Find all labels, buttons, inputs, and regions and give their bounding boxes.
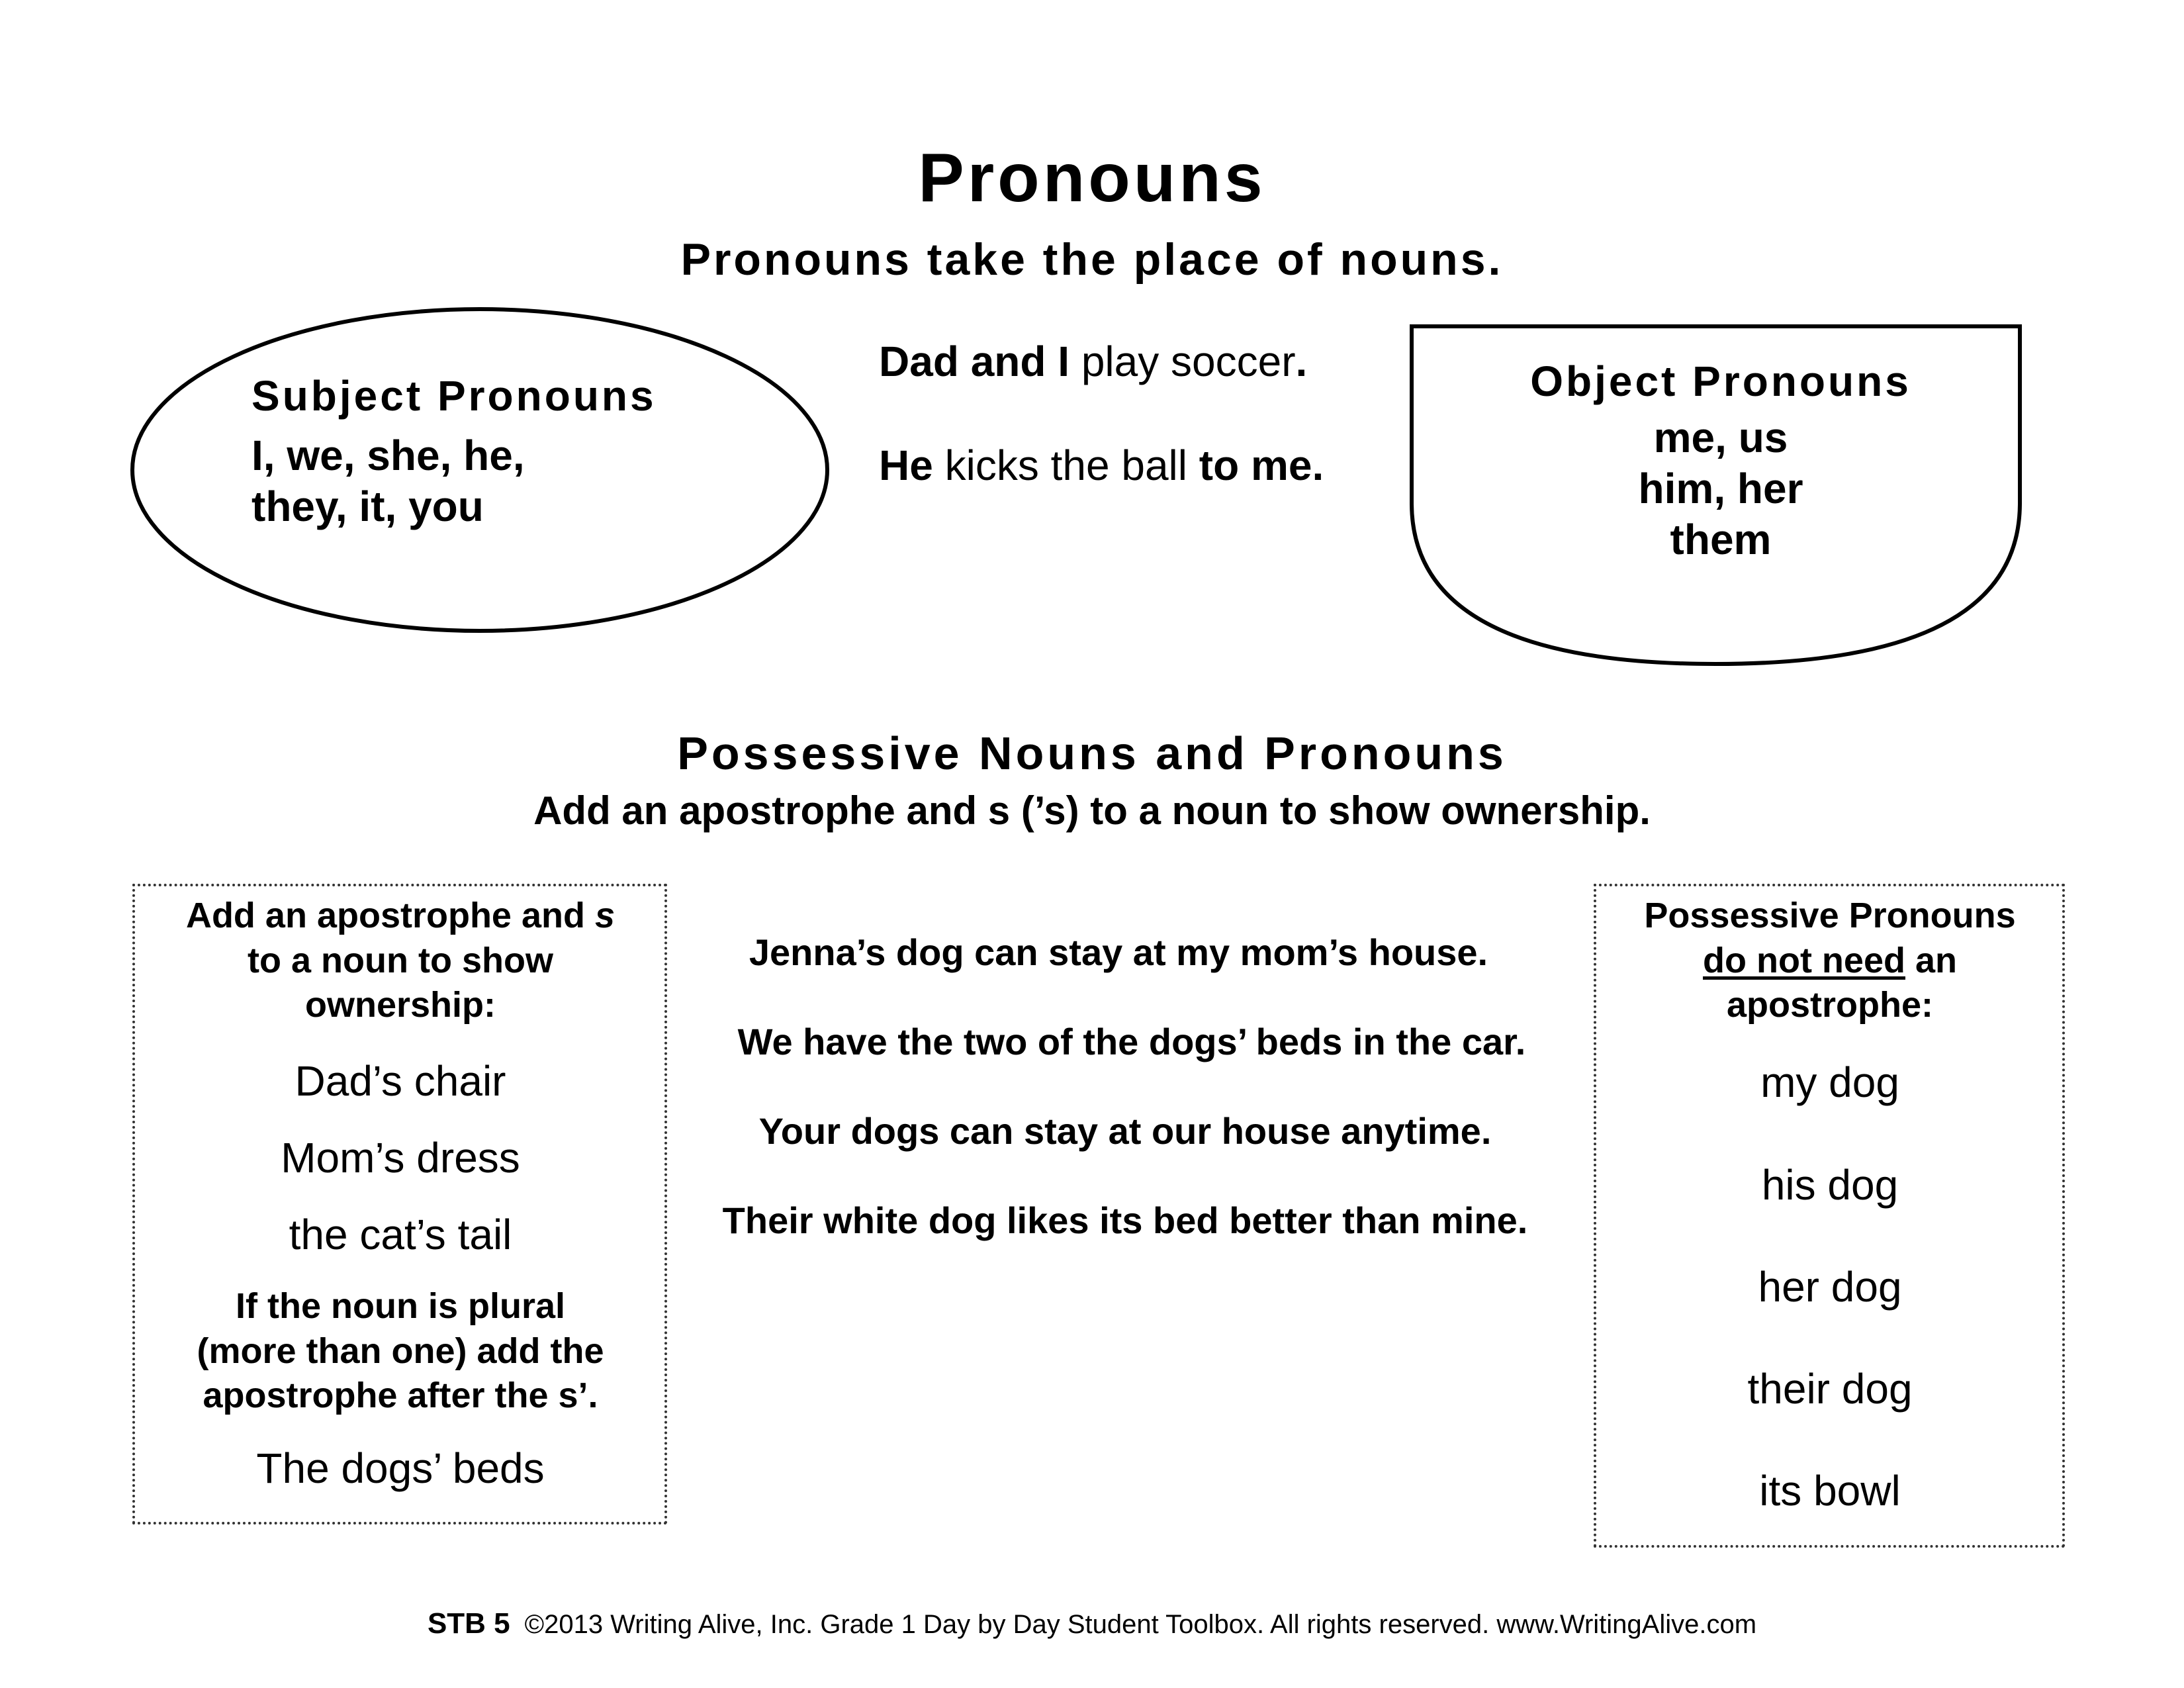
- plural-rule-line: apostrophe after the s’.: [203, 1376, 598, 1415]
- heading-text: Possessive Pronouns: [1644, 896, 2016, 935]
- possessive-noun-example: the cat’s tail: [289, 1211, 512, 1258]
- heading-text: to a noun to show: [248, 940, 553, 980]
- object-pronouns-line: him, her: [1638, 464, 1803, 512]
- object-pronouns-line: me, us: [1653, 414, 1788, 461]
- example-plain: kicks the ball: [933, 442, 1199, 489]
- page-subtitle: Pronouns take the place of nouns.: [680, 234, 1504, 285]
- possessive-heading: Possessive Nouns and Pronouns: [677, 727, 1507, 779]
- heading-text: ownership:: [304, 985, 496, 1025]
- object-pronouns-line: them: [1670, 515, 1772, 563]
- heading-text: apostrophe:: [1726, 985, 1933, 1025]
- middle-example-sentence: Their white dog likes its bed better than mine.: [722, 1199, 1528, 1241]
- possessive-pronoun-example: my dog: [1760, 1058, 1899, 1106]
- possessive-noun-example: The dogs’ beds: [256, 1444, 545, 1492]
- possessive-pronoun-example: their dog: [1747, 1365, 1913, 1413]
- plural-rule-line: If the noun is plural: [236, 1286, 565, 1326]
- footer-code: STB 5: [427, 1607, 510, 1640]
- object-pronouns-heading: Object Pronouns: [1530, 357, 1911, 405]
- heading-underlined: do not need: [1703, 940, 1905, 980]
- example-bold: He: [879, 442, 933, 489]
- heading-text: an: [1905, 940, 1957, 980]
- plural-rule-text: [139, 1284, 662, 1419]
- example-plain: play soccer: [1069, 338, 1296, 385]
- object-pronouns-list: [1416, 412, 2025, 565]
- possessive-pronoun-example: his dog: [1761, 1161, 1899, 1209]
- possessive-pronoun-example: its bowl: [1759, 1467, 1901, 1515]
- possessive-pronouns-box-heading: [1598, 894, 2062, 1028]
- footer: [0, 1607, 2184, 1642]
- example-bold: Dad and I: [879, 338, 1070, 385]
- subject-pronouns-heading: Subject Pronouns: [251, 372, 657, 420]
- middle-example-sentence: We have the two of the dogs’ beds in the car.: [737, 1021, 1526, 1062]
- example-bold: .: [1295, 338, 1308, 385]
- example-sentence-2: [879, 442, 1324, 491]
- middle-example-sentence: Jenna’s dog can stay at my mom’s house.: [749, 931, 1488, 973]
- possessive-subheading: Add an apostrophe and s (’s) to a noun to show ownership.: [533, 788, 1651, 833]
- subject-pronouns-line: I, we, she, he,: [251, 432, 525, 479]
- subject-pronouns-list: [251, 430, 715, 532]
- possessive-pronoun-example: her dog: [1758, 1263, 1902, 1311]
- subject-pronouns-line: they, it, you: [251, 482, 484, 530]
- footer-copyright: ©2013 Writing Alive, Inc. Grade 1 Day by Day Student Toolbox. All rights reserved. www.WritingAlive.com: [524, 1610, 1757, 1639]
- example-sentence-1: [879, 338, 1307, 387]
- example-bold: to me.: [1199, 442, 1324, 489]
- heading-italic-s: s: [594, 896, 615, 935]
- possessive-nouns-box-heading: [139, 894, 662, 1028]
- heading-text: Add an apostrophe and: [185, 896, 595, 935]
- plural-rule-line: (more than one) add the: [197, 1331, 604, 1371]
- middle-example-sentence: Your dogs can stay at our house anytime.: [758, 1110, 1492, 1152]
- possessive-noun-example: Dad’s chair: [295, 1057, 506, 1105]
- possessive-noun-example: Mom’s dress: [281, 1134, 520, 1182]
- page-title: Pronouns: [918, 140, 1266, 216]
